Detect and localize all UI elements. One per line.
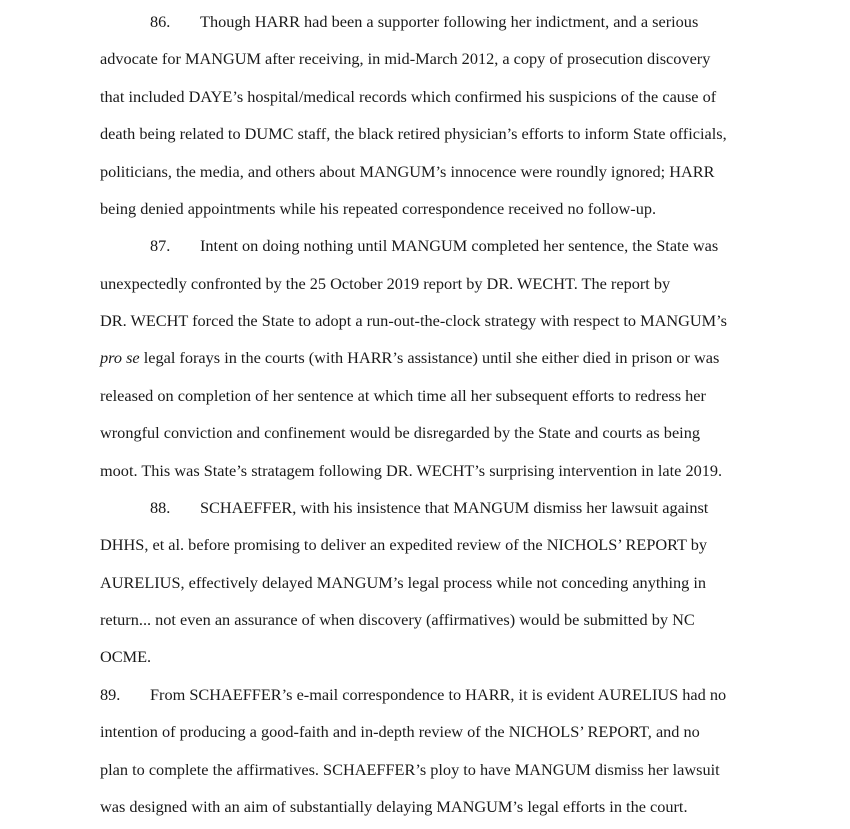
- paragraph-line: return... not even an assurance of when discovery (affirmatives) would be submitted by NC: [100, 610, 695, 629]
- paragraph-line: plan to complete the affirmatives. SCHAEFFER’s ploy to have MANGUM dismiss her lawsuit: [100, 760, 720, 779]
- paragraph-line: AURELIUS, effectively delayed MANGUM’s legal process while not conceding anything in: [100, 573, 707, 592]
- paragraph-line-rest: legal forays in the courts (with HARR’s assistance) until she either died in prison or was: [139, 348, 720, 367]
- paragraph-line: Though HARR had been a supporter following her indictment, and a serious: [200, 12, 699, 31]
- italic-phrase: pro se: [100, 348, 140, 367]
- paragraph-line: death being related to DUMC staff, the black retired physician’s efforts to inform State officials,: [100, 124, 727, 143]
- paragraph-line: intention of producing a good-faith and in-depth review of the NICHOLS’ REPORT, and no: [100, 722, 700, 741]
- paragraph-line: unexpectedly confronted by the 25 October 2019 report by DR. WECHT. The report by: [100, 274, 671, 293]
- paragraph-line: was designed with an aim of substantially delaying MANGUM’s legal efforts in the court.: [100, 797, 688, 816]
- paragraph-line: SCHAEFFER, with his insistence that MANGUM dismiss her lawsuit against: [200, 498, 709, 517]
- paragraph-line: DHHS, et al. before promising to deliver an expedited review of the NICHOLS’ REPORT by: [100, 535, 708, 554]
- paragraph-number: 89.: [100, 685, 121, 704]
- paragraph-number: 87.: [150, 236, 171, 255]
- paragraph-number: 88.: [150, 498, 171, 517]
- paragraph-line: being denied appointments while his repeated correspondence received no follow-up.: [100, 199, 657, 218]
- paragraph-line: DR. WECHT forced the State to adopt a run-out-the-clock strategy with respect to MANGUM’s: [100, 311, 727, 330]
- paragraph-line: that included DAYE’s hospital/medical records which confirmed his suspicions of the cause of: [100, 87, 717, 106]
- paragraph-number: 86.: [150, 12, 171, 31]
- paragraph-line: From SCHAEFFER’s e-mail correspondence to HARR, it is evident AURELIUS had no: [150, 685, 727, 704]
- paragraph-line: moot. This was State’s stratagem following DR. WECHT’s surprising intervention in late 2019.: [100, 461, 723, 480]
- paragraph-line: Intent on doing nothing until MANGUM completed her sentence, the State was: [200, 236, 719, 255]
- paragraph-line: [100, 346, 719, 370]
- paragraph-line: politicians, the media, and others about MANGUM’s innocence were roundly ignored; HARR: [100, 162, 715, 181]
- paragraph-line: released on completion of her sentence at which time all her subsequent efforts to redress her: [100, 386, 706, 405]
- paragraph-line: advocate for MANGUM after receiving, in mid-March 2012, a copy of prosecution discovery: [100, 49, 711, 68]
- paragraph-line: OCME.: [100, 647, 152, 666]
- paragraph-line: wrongful conviction and confinement would be disregarded by the State and courts as being: [100, 423, 700, 442]
